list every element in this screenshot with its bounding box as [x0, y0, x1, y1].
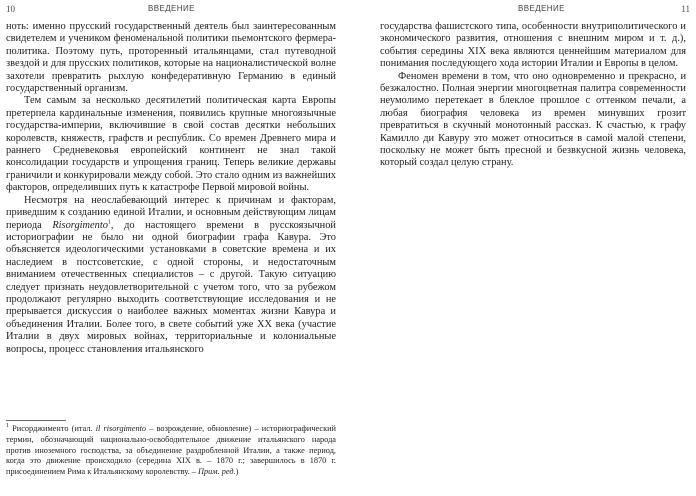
- footnote-editor-note: Прим. ред.: [198, 467, 236, 477]
- footnote-part-b: – возрождение, обновление) – историографический термин, обозначающий национально-освободительное движение итальянского народа против иноземного господства, за объединение раздробленной Италии, а также период, когда это движение происходило (середина XIX в. – 1870 г.; завершилось в 1870 г. присоединением Рима к Итальянскому королевству. –: [6, 424, 337, 477]
- right-paragraph-1: государства фашистского типа, особенности внутриполитического и экономического развития, отношения с внешним миром и т. д.), события середины XIX века являются ценнейшим материалом для понимания последующего хода истории Италии и Европы в целом.: [380, 21, 686, 70]
- left-page-number: 10: [6, 4, 15, 14]
- left-paragraph-3-start: Несмотря на неослабевающий интерес к причинам и факторам, приведшим к созданию единой Италии, и основным действующим лицам периода: [6, 194, 336, 231]
- footnote-ref-1[interactable]: 1: [107, 219, 111, 226]
- right-paragraph-2: Феномен времени в том, что оно одновременно и прекрасно, и безжалостно. Полная энергии многоцветная палитра современности неумолимо перетекает в блеклое прошлое с оттенком печали, а любая биография человека из времен минувших грозит превратиться в скучный монотонный рассказ. К счастью, к графу Камилло ди Кавуру это может относиться в самой малой степени, поскольку не может быть пресной и безвкусной жизнь человека, который создал целую страну.: [380, 70, 686, 169]
- right-body-text: [380, 21, 686, 170]
- right-page-number: 11: [681, 4, 690, 14]
- risorgimento-term: Risorgimento: [52, 219, 108, 231]
- left-body-text: [6, 21, 336, 356]
- footnote-divider: [6, 420, 66, 421]
- right-page: [348, 0, 696, 496]
- left-paragraph-3: [6, 195, 336, 356]
- right-running-head: ВВЕДЕНИЕ: [518, 4, 565, 13]
- footnote-italic-term: il risorgimento: [95, 424, 147, 433]
- footnote-part-a: Рисорджименто (итал.: [9, 424, 96, 433]
- footnote-1: [6, 424, 336, 478]
- left-running-head: ВВЕДЕНИЕ: [148, 4, 195, 13]
- left-paragraph-2: Тем самым за несколько десятилетий политическая карта Европы претерпела кардинальные изменения, появились крупные многоязычные государства-империи, включившие в свой состав десятки небольших королевств, княжеств, графств и республик. Со времен Древнего мира и раннего Средневековья европейский континент не знал такой консолидации государств и упрощения границ. Теперь великие державы граничили и конкурировали между собой. Это стало одним из важнейших факторов, определивших путь к катастрофе Первой мировой войны.: [6, 95, 336, 194]
- footnote-end: ): [235, 467, 239, 477]
- footnote-marker: 1: [6, 423, 9, 430]
- left-paragraph-1: ноть: именно прусский государственный деятель был заинтересованным свидетелем и учеником феноменальной политики пьемонтского фермера-политика. Поэтому путь, проторенный итальянцами, стал путеводной звездой и для прусских политиков, которые на националистической волне захотели превратить рыхлую конфедеративную Германию в единый государственный организм.: [6, 21, 336, 95]
- footnote-text: [6, 424, 336, 478]
- left-paragraph-3-end: , до настоящего времени в русскоязычной историографии не было ни одной биографии графа Кавура. Это объясняется идеологическими установками в советские времена и их наследием в постсоветские, с одной стороны, и недостаточным вниманием отечественных специалистов – с другой. Такую ситуацию следует признать неудовлетворительной с учетом того, что за рубежом продолжают регулярно выходить соответствующие исследования и не прерывается дискуссия о наиболее важных моментах жизни Кавура и объединения Италии. Более того, в свете событий уже XX века (участие Италии в двух мировых войнах, территориальные и колониальные вопросы, процесс становления итальянского: [6, 219, 336, 355]
